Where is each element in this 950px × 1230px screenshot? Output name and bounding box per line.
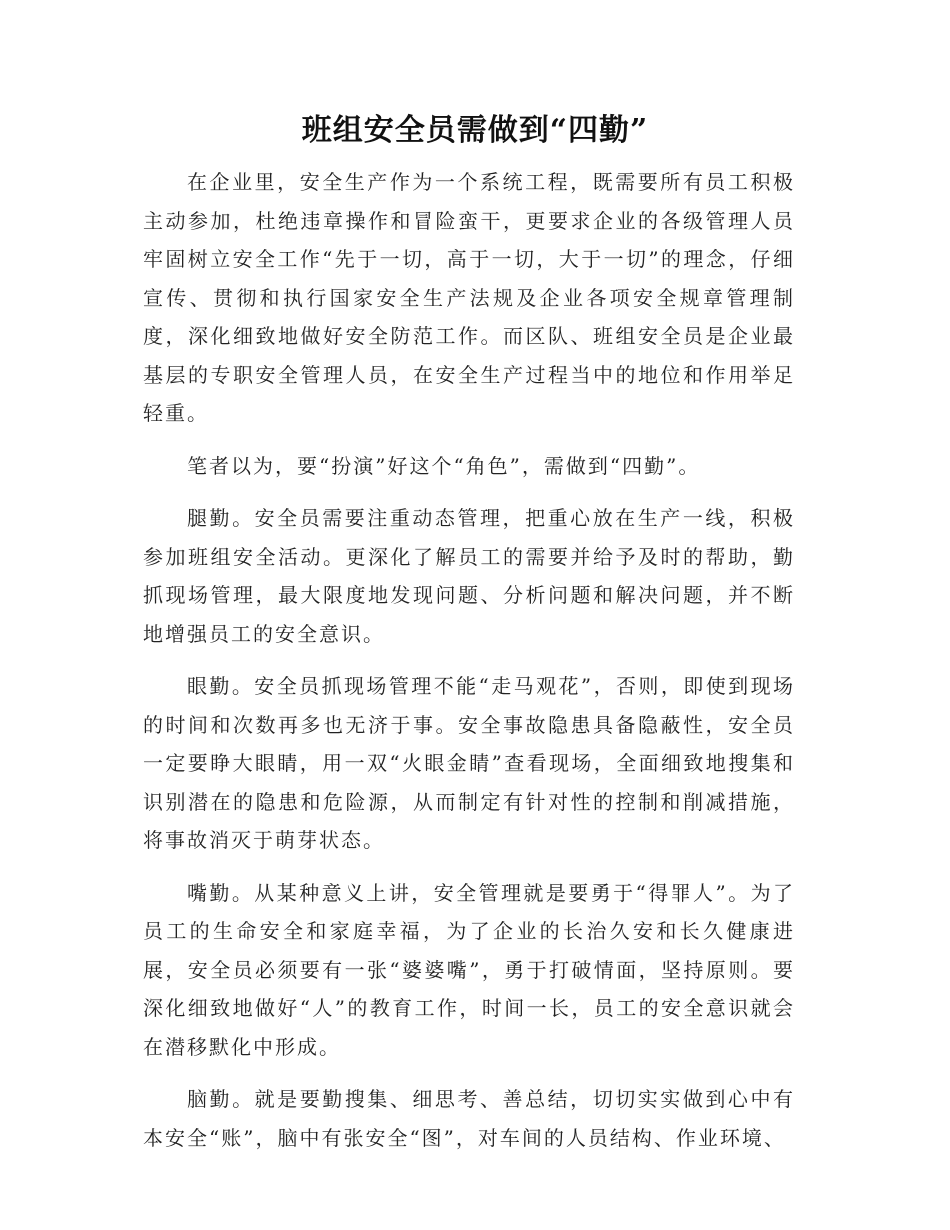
- paragraph-mouth: 嘴勤。从某种意义上讲，安全管理就是要勇于“得罪人”。为了员工的生命安全和家庭幸福，为了企业的长治久安和长久健康进展，安全员必须要有一张“婆婆嘴”，勇于打破情面，坚持原则。要深化细致地做好“人”的教育工作，时间一长，员工的安全意识就会在潜移默化中形成。: [143, 880, 795, 1059]
- document-body: [143, 163, 795, 1171]
- paragraph-legs: 腿勤。安全员需要注重动态管理，把重心放在生产一线，积极参加班组安全活动。更深化了解员工的需要并给予及时的帮助，勤抓现场管理，最大限度地发现问题、分析问题和解决问题，并不断地增强员工的安全意识。: [143, 506, 795, 646]
- document-title: 班组安全员需做到“四勤”: [301, 113, 649, 148]
- paragraph-eyes: 眼勤。安全员抓现场管理不能“走马观花”，否则，即使到现场的时间和次数再多也无济于事。安全事故隐患具备隐蔽性，安全员一定要睁大眼睛，用一双“火眼金睛”查看现场，全面细致地搜集和识别潜在的隐患和危险源，从而制定有针对性的控制和削减措施，将事故消灭于萌芽状态。: [143, 674, 795, 852]
- paragraph-thesis: 笔者以为，要“扮演”好这个“角色”，需做到“四勤”。: [187, 453, 701, 478]
- paragraph-intro: 在企业里，安全生产作为一个系统工程，既需要所有员工积极主动参加，杜绝违章操作和冒险蛮干，更要求企业的各级管理人员牢固树立安全工作“先于一切，高于一切，大于一切”的理念，仔细宣传、贯彻和执行国家安全生产法规及企业各项安全规章管理制度，深化细致地做好安全防范工作。而区队、班组安全员是企业最基层的专职安全管理人员，在安全生产过程当中的地位和作用举足轻重。: [143, 170, 795, 425]
- paragraph-brain: 脑勤。就是要勤搜集、细思考、善总结，切切实实做到心中有本安全“账”，脑中有张安全“图”，对车间的人员结构、作业环境、: [143, 1087, 795, 1150]
